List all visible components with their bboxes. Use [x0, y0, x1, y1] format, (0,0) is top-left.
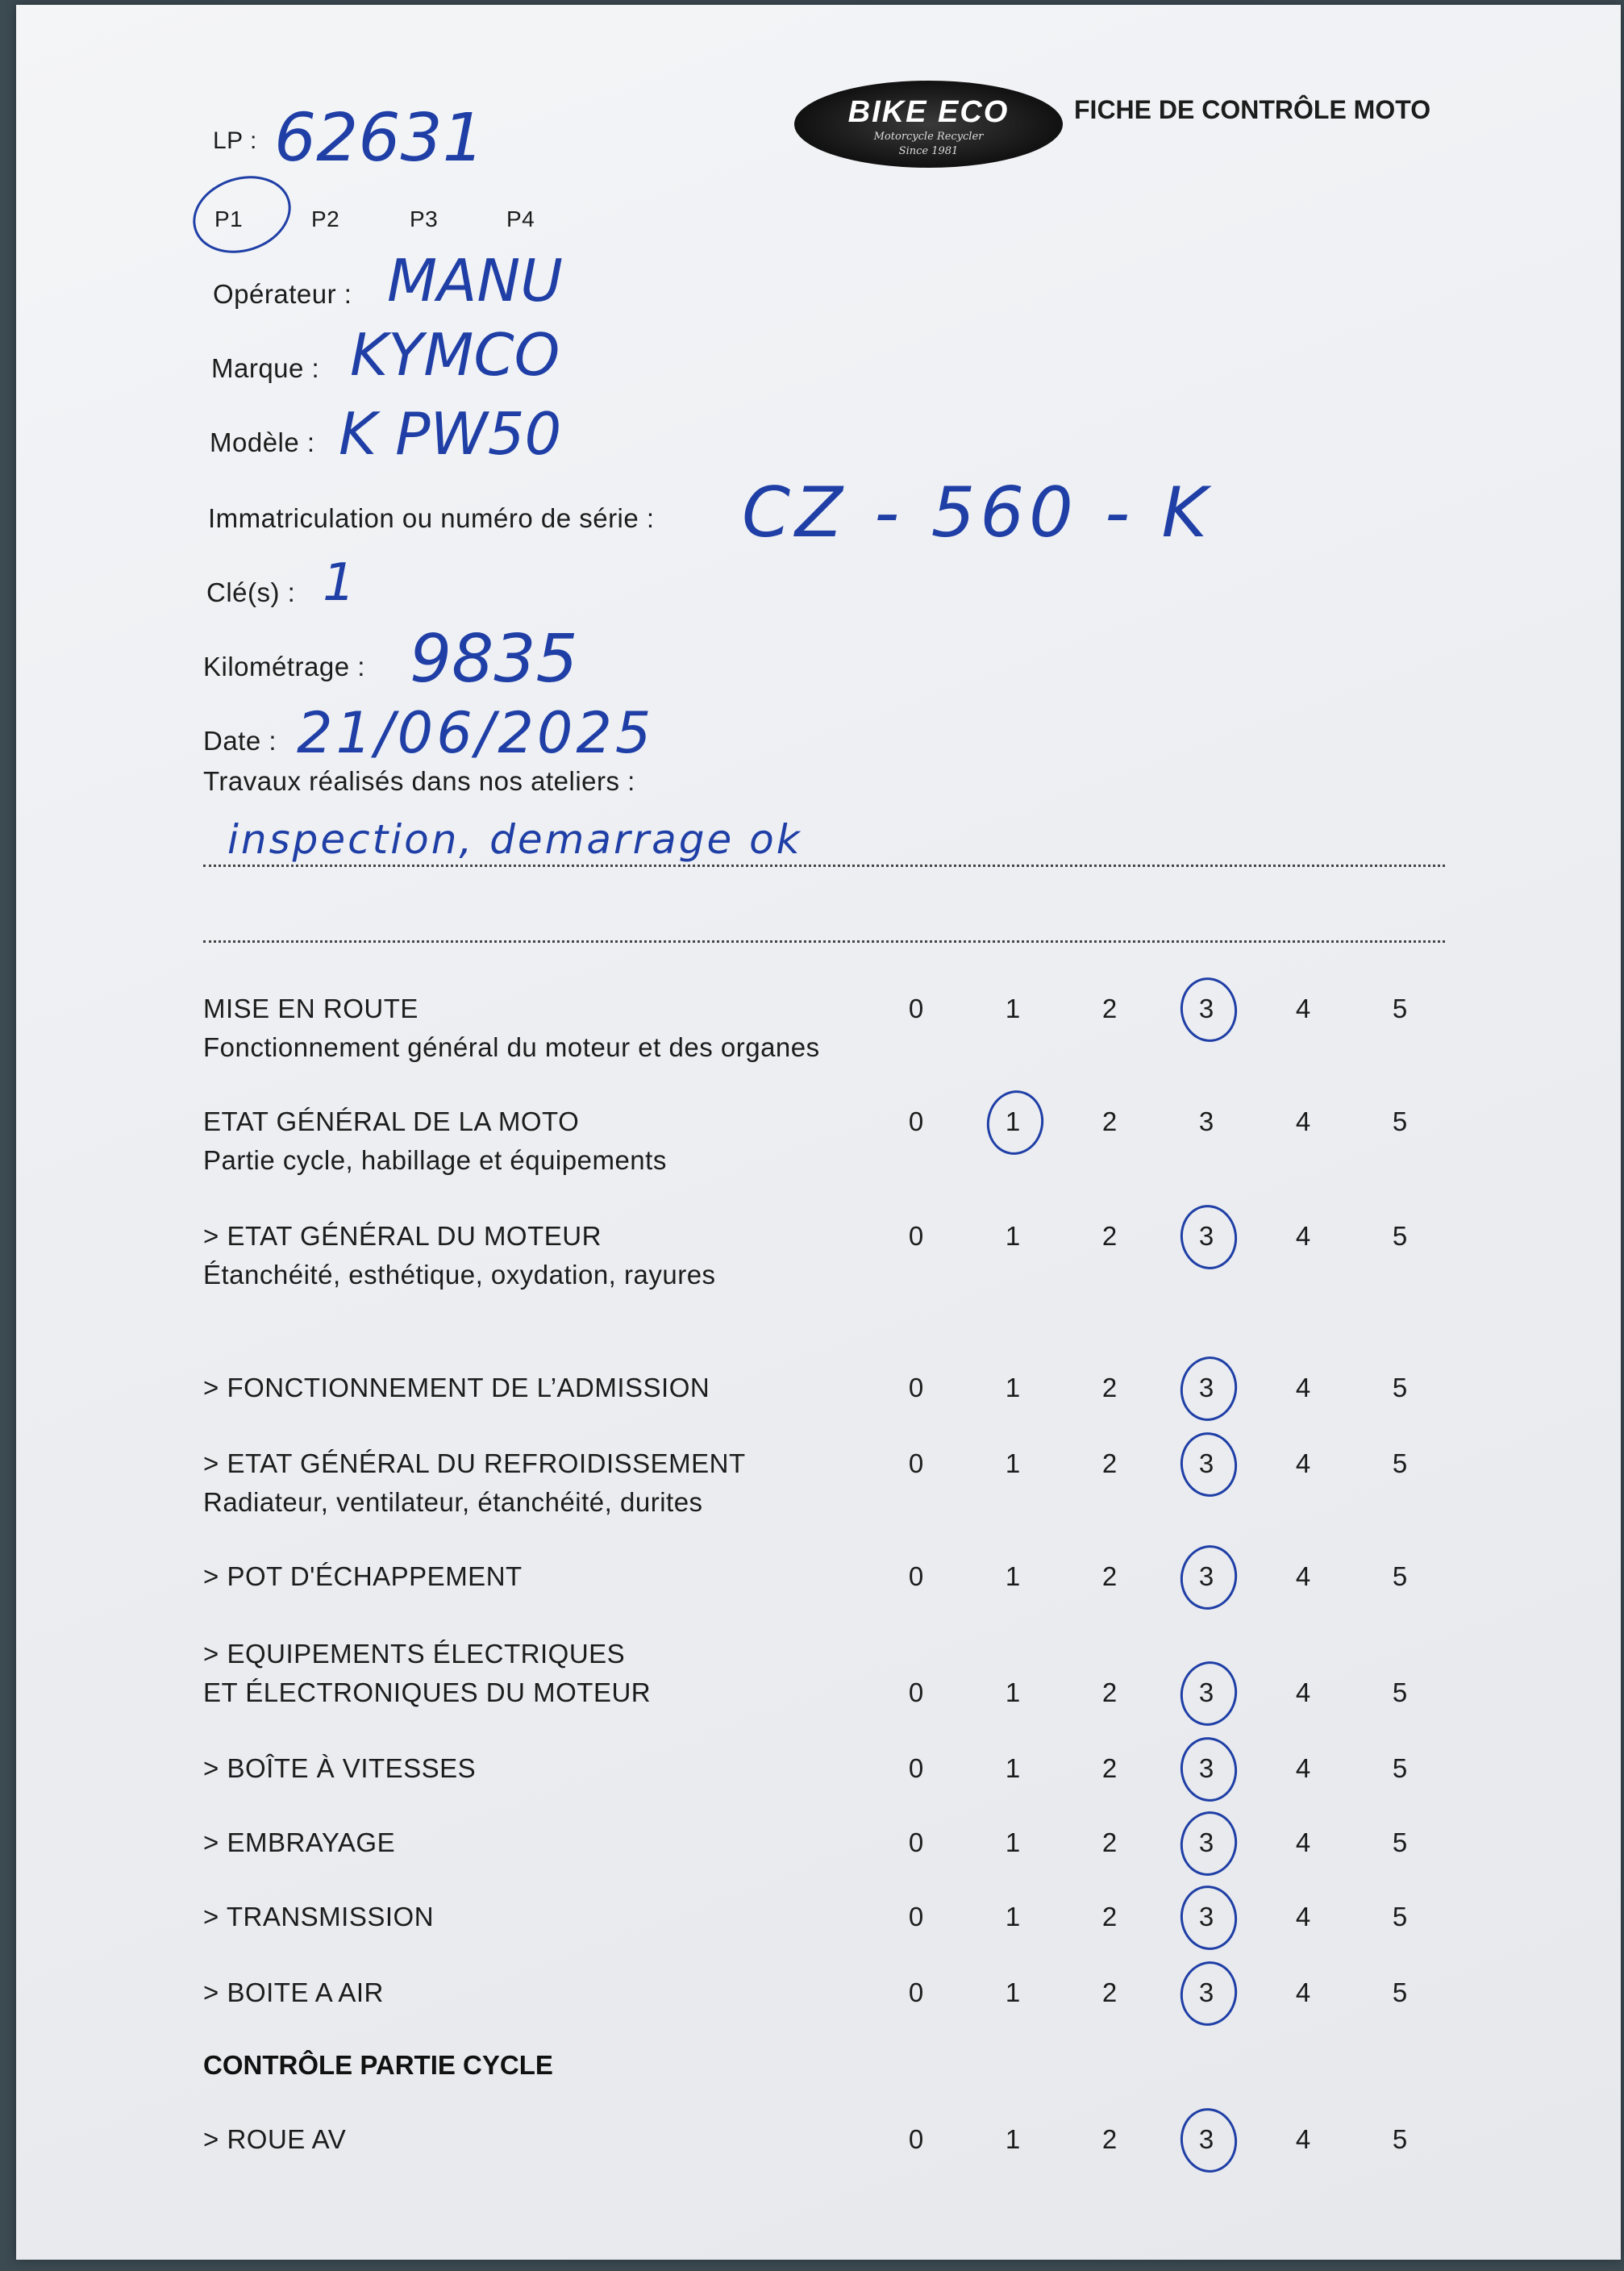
marque-label: Marque :: [211, 353, 320, 383]
check-description: Fonctionnement général du moteur et des organes: [203, 1032, 820, 1062]
score-option-5[interactable]: 5: [1392, 1977, 1408, 2007]
check-row: [203, 994, 1461, 1062]
logo-tagline: Motorcycle Recycler: [873, 131, 984, 143]
score-option-2[interactable]: 2: [1101, 1221, 1118, 1251]
check-row: [203, 2124, 1461, 2173]
score-option-4[interactable]: 4: [1295, 1373, 1311, 1402]
check-label: > TRANSMISSION: [203, 1902, 435, 1931]
check-row: [203, 1753, 1461, 1802]
date-value[interactable]: 21/06/2025: [297, 700, 655, 766]
modele-label: Modèle :: [210, 427, 315, 457]
selected-score-circle: [982, 1086, 1049, 1160]
score-option-0[interactable]: 0: [908, 1753, 924, 1783]
score-option-1[interactable]: 1: [1005, 1106, 1021, 1136]
check-row: [203, 1106, 1461, 1175]
lp-value[interactable]: 62631: [274, 100, 485, 177]
score-option-4[interactable]: 4: [1295, 1827, 1311, 1857]
lp-label: LP :: [213, 127, 257, 154]
score-option-0[interactable]: 0: [908, 1373, 924, 1402]
travaux-line-2: [203, 940, 1445, 943]
score-option-3[interactable]: 3: [1198, 1448, 1214, 1478]
score-option-1[interactable]: 1: [1005, 1677, 1021, 1707]
control-sheet: [16, 5, 1621, 2260]
score-option-4[interactable]: 4: [1295, 1977, 1311, 2007]
immatriculation-label: Immatriculation ou numéro de série :: [208, 503, 655, 533]
selected-score-circle: [1176, 1807, 1243, 1881]
score-option-0[interactable]: 0: [908, 1902, 924, 1931]
score-option-0[interactable]: 0: [908, 994, 924, 1023]
score-option-3[interactable]: 3: [1198, 1561, 1214, 1591]
check-label: > BOÎTE À VITESSES: [203, 1753, 477, 1783]
score-option-2[interactable]: 2: [1101, 1753, 1118, 1783]
travaux-label: Travaux réalisés dans nos ateliers :: [203, 766, 635, 796]
score-option-4[interactable]: 4: [1295, 1677, 1311, 1707]
position-p3[interactable]: P3: [410, 206, 439, 231]
selected-score-circle: [1176, 1429, 1241, 1501]
score-option-3[interactable]: 3: [1198, 1106, 1214, 1136]
score-option-2[interactable]: 2: [1101, 1106, 1118, 1136]
logo-brand: BIKE ECO: [847, 95, 1010, 129]
score-option-5[interactable]: 5: [1392, 1753, 1408, 1783]
travaux-value[interactable]: inspection, demarrage ok: [227, 816, 802, 863]
position-p4[interactable]: P4: [506, 206, 535, 231]
score-option-0[interactable]: 0: [908, 1448, 924, 1478]
score-option-1[interactable]: 1: [1005, 1448, 1021, 1478]
check-label: > ROUE AV: [203, 2124, 347, 2154]
score-option-2[interactable]: 2: [1101, 1373, 1118, 1402]
score-option-5[interactable]: 5: [1392, 1827, 1408, 1857]
selected-score-circle: [1176, 974, 1241, 1046]
score-option-5[interactable]: 5: [1392, 1677, 1408, 1707]
score-option-5[interactable]: 5: [1392, 1106, 1408, 1136]
section-cycle-title: CONTRÔLE PARTIE CYCLE: [203, 2050, 553, 2080]
score-option-5[interactable]: 5: [1392, 2124, 1408, 2154]
position-p2[interactable]: P2: [311, 206, 340, 231]
modele-value[interactable]: K PW50: [339, 400, 562, 468]
check-label: > BOITE A AIR: [203, 1977, 384, 2007]
score-option-1[interactable]: 1: [1005, 2124, 1021, 2154]
score-option-4[interactable]: 4: [1295, 1221, 1311, 1251]
score-option-4[interactable]: 4: [1295, 1448, 1311, 1478]
position-p1[interactable]: P1: [214, 206, 244, 231]
score-option-1[interactable]: 1: [1005, 1373, 1021, 1402]
cles-label: Clé(s) :: [206, 577, 296, 607]
travaux-line-1: [203, 865, 1445, 867]
score-option-0[interactable]: 0: [908, 1221, 924, 1251]
score-option-2[interactable]: 2: [1101, 1677, 1118, 1707]
score-option-1[interactable]: 1: [1005, 994, 1021, 1023]
check-label: ETAT GÉNÉRAL DE LA MOTO: [203, 1106, 580, 1136]
check-label: > ETAT GÉNÉRAL DU REFROIDISSEMENT: [203, 1448, 746, 1478]
score-option-5[interactable]: 5: [1392, 1221, 1408, 1251]
score-option-5[interactable]: 5: [1392, 1373, 1408, 1402]
score-option-4[interactable]: 4: [1295, 1106, 1311, 1136]
score-option-2[interactable]: 2: [1101, 994, 1118, 1023]
check-label: > POT D'ÉCHAPPEMENT: [203, 1561, 523, 1591]
check-label: > ETAT GÉNÉRAL DU MOTEUR: [203, 1221, 602, 1251]
score-option-4[interactable]: 4: [1295, 1902, 1311, 1931]
check-label: > EMBRAYAGE: [203, 1827, 396, 1857]
selected-score-circle: [1176, 1882, 1241, 1954]
score-option-2[interactable]: 2: [1101, 1827, 1118, 1857]
selected-score-circle: [1176, 1957, 1243, 2031]
score-option-3[interactable]: 3: [1198, 1753, 1214, 1783]
check-row: [203, 1561, 1461, 1610]
cles-value[interactable]: 1: [323, 553, 356, 613]
sheet-title: FICHE DE CONTRÔLE MOTO: [1074, 95, 1431, 124]
score-option-3[interactable]: 3: [1198, 1221, 1214, 1251]
score-option-2[interactable]: 2: [1101, 1448, 1118, 1478]
score-option-2[interactable]: 2: [1101, 1977, 1118, 2007]
check-label: > EQUIPEMENTS ÉLECTRIQUES: [203, 1639, 626, 1669]
score-option-4[interactable]: 4: [1295, 1561, 1311, 1591]
check-row: [203, 1827, 1461, 1876]
score-option-1[interactable]: 1: [1005, 1561, 1021, 1591]
check-row: [203, 1373, 1461, 1421]
selected-score-circle: [1176, 2105, 1241, 2177]
score-option-2[interactable]: 2: [1101, 2124, 1118, 2154]
score-option-3[interactable]: 3: [1198, 1677, 1214, 1707]
score-option-3[interactable]: 3: [1198, 1827, 1214, 1857]
date-label: Date :: [203, 726, 277, 756]
score-option-1[interactable]: 1: [1005, 1977, 1021, 2007]
score-option-1[interactable]: 1: [1005, 1221, 1021, 1251]
score-option-3[interactable]: 3: [1198, 1373, 1214, 1402]
score-option-1[interactable]: 1: [1005, 1902, 1021, 1931]
score-option-3[interactable]: 3: [1198, 994, 1214, 1023]
score-option-1[interactable]: 1: [1005, 1827, 1021, 1857]
selected-position-circle: [183, 164, 301, 265]
check-row: [203, 1977, 1461, 2026]
operateur-label: Opérateur :: [213, 279, 352, 309]
check-row: [203, 1448, 1461, 1517]
selected-score-circle: [1176, 1202, 1241, 1273]
score-option-0[interactable]: 0: [908, 1827, 924, 1857]
score-option-0[interactable]: 0: [908, 1977, 924, 2007]
check-label: > FONCTIONNEMENT DE L’ADMISSION: [203, 1373, 710, 1402]
check-description: Étanchéité, esthétique, oxydation, rayures: [203, 1260, 716, 1290]
check-row: [203, 1902, 1461, 1950]
score-option-5[interactable]: 5: [1392, 1448, 1408, 1478]
logo-since: Since 1981: [898, 145, 959, 157]
bike-eco-logo: [794, 81, 1063, 168]
score-option-5[interactable]: 5: [1392, 1561, 1408, 1591]
check-label: MISE EN ROUTE: [203, 994, 418, 1023]
score-option-4[interactable]: 4: [1295, 1753, 1311, 1783]
score-option-3[interactable]: 3: [1198, 1902, 1214, 1931]
check-description: Radiateur, ventilateur, étanchéité, durites: [203, 1487, 703, 1517]
score-option-5[interactable]: 5: [1392, 994, 1408, 1023]
score-option-5[interactable]: 5: [1392, 1902, 1408, 1931]
score-option-4[interactable]: 4: [1295, 994, 1311, 1023]
kilometrage-label: Kilométrage :: [203, 652, 365, 681]
immatriculation-value[interactable]: CZ - 560 - K: [742, 473, 1212, 553]
score-option-0[interactable]: 0: [908, 2124, 924, 2154]
check-row: [203, 1677, 1461, 1726]
score-option-1[interactable]: 1: [1005, 1753, 1021, 1783]
selected-score-circle: [1176, 1541, 1243, 1615]
check-label: ET ÉLECTRONIQUES DU MOTEUR: [203, 1677, 652, 1707]
score-option-3[interactable]: 3: [1198, 1977, 1214, 2007]
score-option-2[interactable]: 2: [1101, 1902, 1118, 1931]
score-option-4[interactable]: 4: [1295, 2124, 1311, 2154]
selected-score-circle: [1176, 1352, 1243, 1426]
score-option-0[interactable]: 0: [908, 1561, 924, 1591]
marque-value[interactable]: KYMCO: [350, 321, 560, 389]
score-option-2[interactable]: 2: [1101, 1561, 1118, 1591]
score-option-0[interactable]: 0: [908, 1677, 924, 1707]
check-description: Partie cycle, habillage et équipements: [203, 1145, 667, 1175]
operateur-value[interactable]: MANU: [387, 247, 563, 315]
kilometrage-value[interactable]: 9835: [410, 621, 578, 698]
score-option-3[interactable]: 3: [1198, 2124, 1214, 2154]
score-option-0[interactable]: 0: [908, 1106, 924, 1136]
check-row: [203, 1221, 1461, 1290]
selected-score-circle: [1176, 1734, 1241, 1806]
